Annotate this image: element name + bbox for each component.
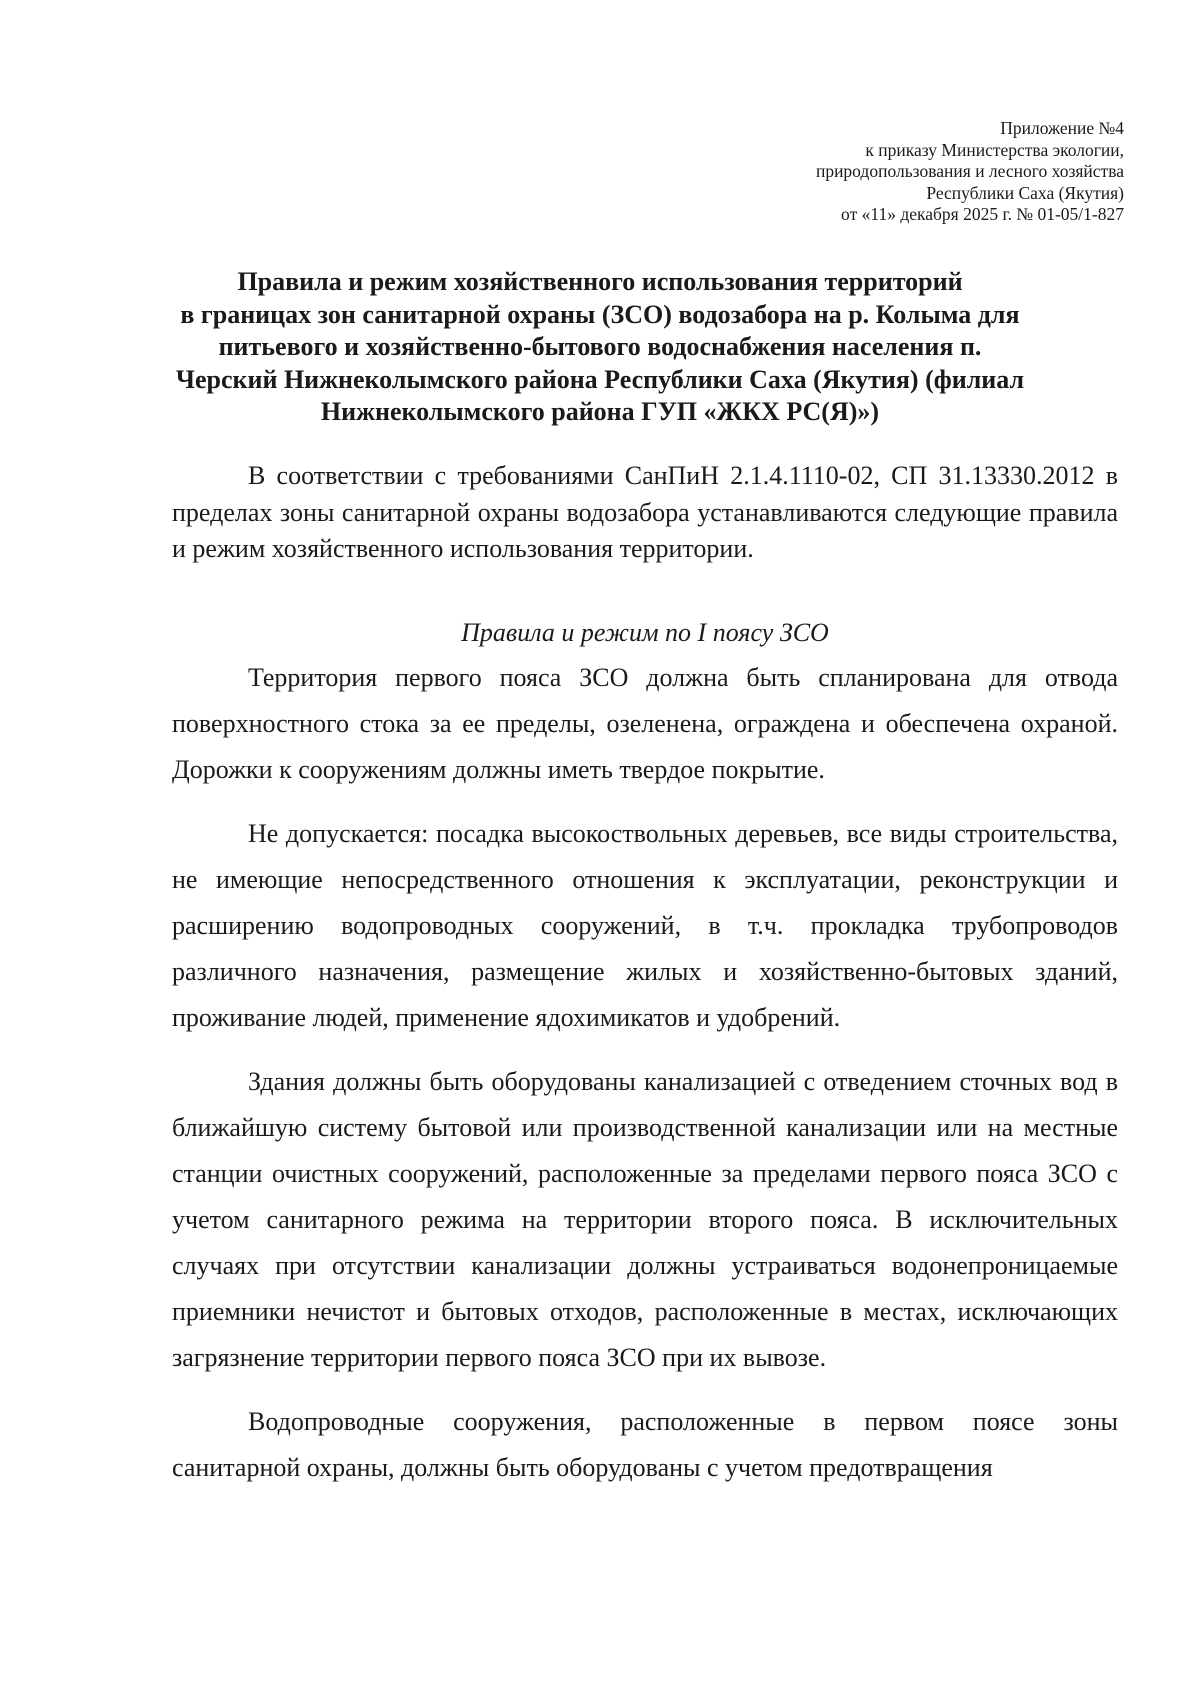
appendix-header	[816, 118, 1124, 226]
document-title	[150, 266, 1050, 429]
appendix-line: к приказу Министерства экологии,	[865, 139, 1124, 160]
appendix-line: природопользования и лесного хозяйства	[815, 161, 1124, 181]
section-body	[172, 655, 1118, 1491]
paragraph-territory: Территория первого пояса ЗСО должна быть спланирована для отвода поверхностного стока за ее пределы, озеленена, ограждена и обеспечена охраной. Дорожки к сооружениям должны иметь твердое покрытие.	[172, 663, 1118, 784]
title-line: Черский Нижнеколымского района Республики Саха (Якутия) (филиал	[175, 364, 1025, 394]
appendix-line: от «11» декабря 2025 г. № 01-05/1-827	[841, 204, 1124, 224]
paragraph-water-facilities: Водопроводные сооружения, расположенные в первом поясе зоны санитарной охраны, должны быть оборудованы с учетом предотвращения	[172, 1407, 1118, 1482]
section-subheading: Правила и режим по I поясу ЗСО	[461, 618, 829, 647]
paragraph-sewerage: Здания должны быть оборудованы канализацией с отведением сточных вод в ближайшую систему бытовой или производственной канализации или на местные станции очистных сооружений, расположенные за пределами первого пояса ЗСО с учетом санитарного режима на территории второго пояса. В исключительных случаях при отсутствии канализации должны устраиваться водонепроницаемые приемники нечистот и бытовых отходов, расположенные в местах, исключающих загрязнение территории первого пояса ЗСО при их вывозе.	[172, 1067, 1118, 1372]
appendix-line: Приложение №4	[1000, 118, 1124, 138]
title-line: Правила и режим хозяйственного использования территорий	[237, 267, 963, 296]
appendix-line: Республики Саха (Якутия)	[926, 182, 1124, 203]
title-line: Нижнеколымского района ГУП «ЖКХ РС(Я)»)	[320, 397, 880, 426]
title-line: питьевого и хозяйственно-бытового водоснабжения населения п.	[218, 332, 982, 361]
intro-paragraph: В соответствии с требованиями СанПиН 2.1.4.1110-02, СП 31.13330.2012 в пределах зоны санитарной охраны водозабора устанавливаются следующие правила и режим хозяйственного использования территории.	[172, 461, 1118, 563]
title-line: в границах зон санитарной охраны (ЗСО) водозабора на р. Колыма для	[180, 299, 1020, 329]
paragraph-prohibitions: Не допускается: посадка высокоствольных деревьев, все виды строительства, не имеющие непосредственного отношения к эксплуатации, реконструкции и расширению водопроводных сооружений, в т.ч. прокладка трубопроводов различного назначения, размещение жилых и хозяйственно-бытовых зданий, проживание людей, применение ядохимикатов и удобрений.	[172, 819, 1118, 1032]
intro-section	[172, 458, 1118, 568]
